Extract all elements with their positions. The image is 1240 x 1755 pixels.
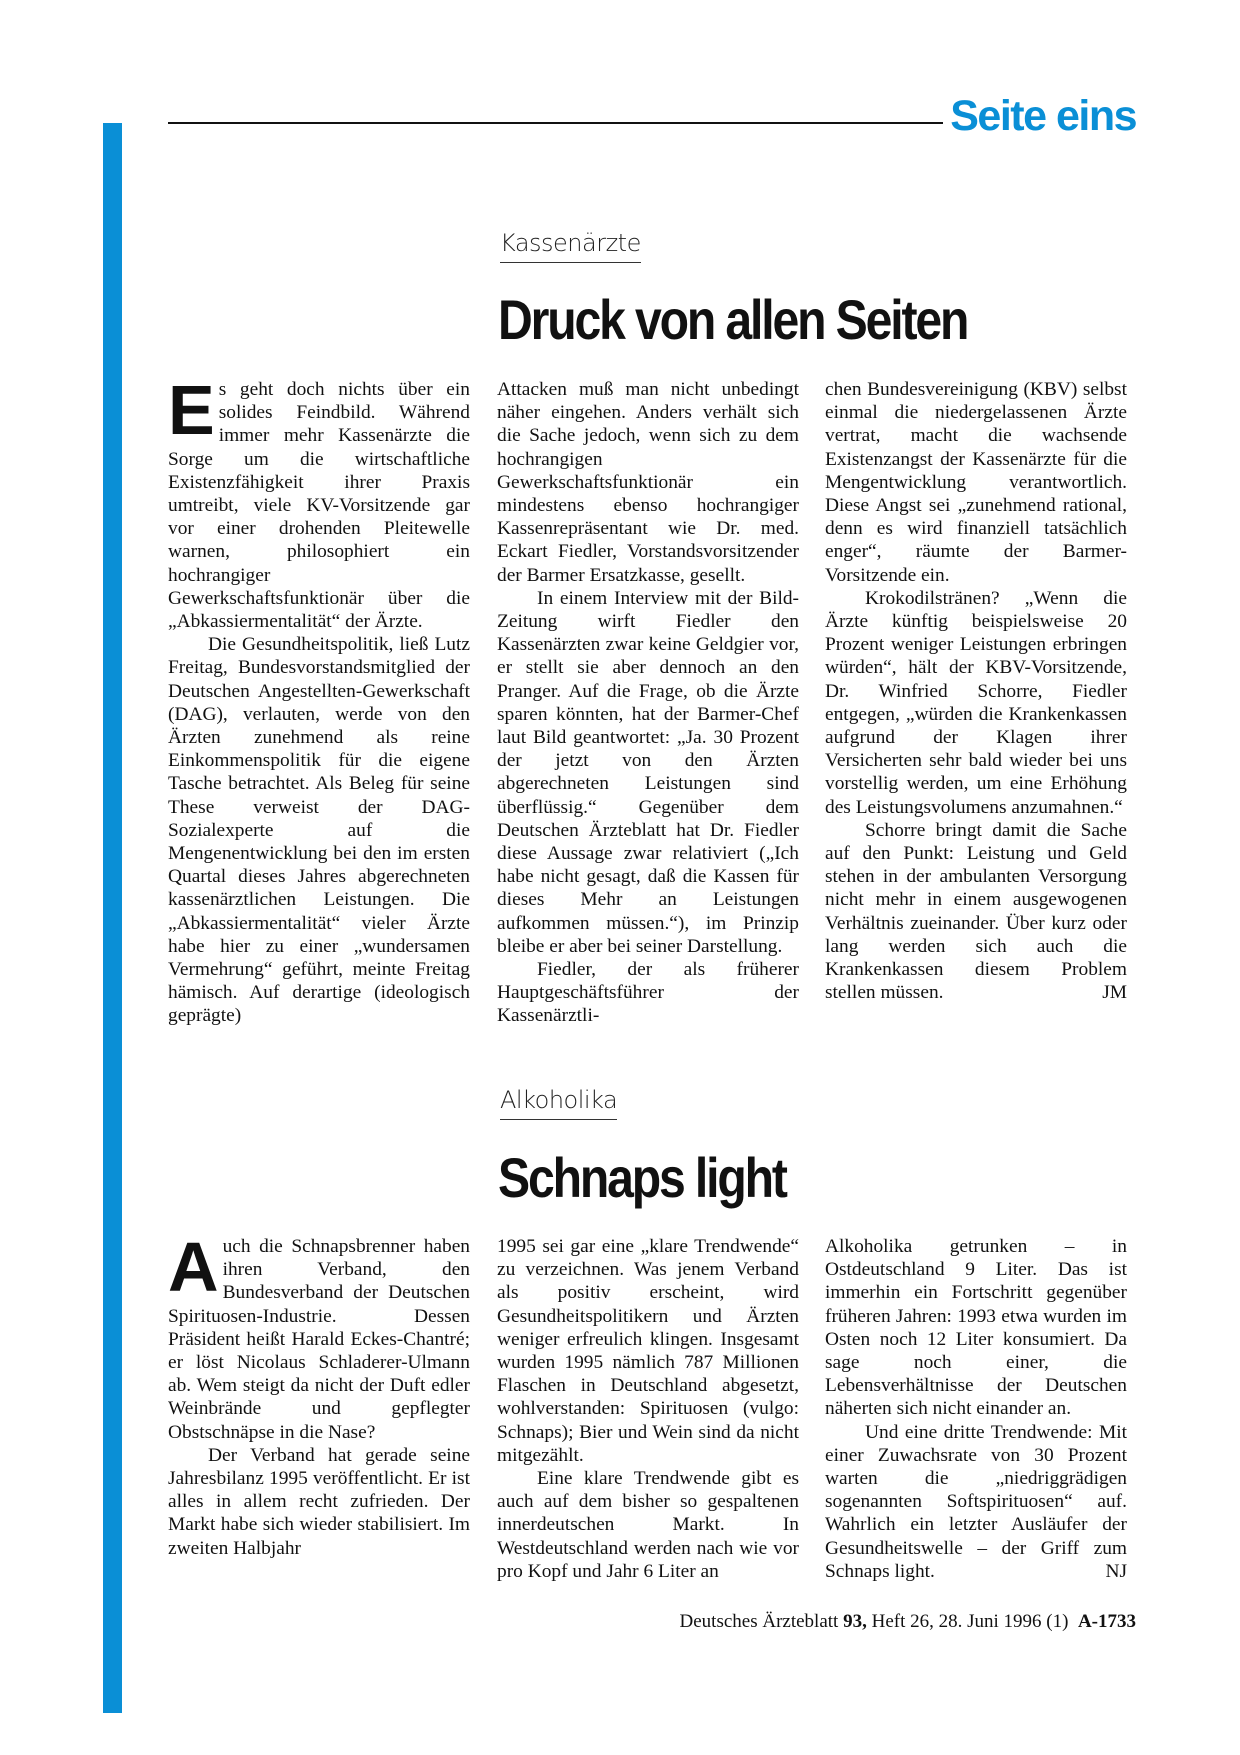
article-kicker: Alkoholika: [500, 1087, 617, 1120]
paragraph: Schorre bringt damit die Sache auf den Punkt: Leistung und Geld stehen in der ambulanten Versorgung nicht mehr in einem ausgewogenen Verhältnis zueinander. Über kurz oder lang werden sich auch die Krankenkassen diesem Problem stellen müssen. JM: [825, 819, 1127, 1004]
paragraph: Auch die Schnapsbrenner haben ihren Verband, den Bundesverband der Deutschen Spirituosen-Industrie. Dessen Präsident heißt Harald Eckes-Chantré; er löst Nicolaus Schladerer-Ulmann ab. Wem steigt da nicht der Duft edler Weinbrände und gepflegter Obstschnäpse in die Nase?: [168, 1228, 470, 1443]
paragraph: Eine klare Trendwende gibt es auch auf dem bisher so gespaltenen innerdeutschen Markt. In Westdeutschland werden nach wie vor pro Kopf und Jahr 6 Liter an: [497, 1468, 799, 1582]
paragraph: 1995 sei gar eine „klare Trendwende“ zu verzeichnen. Was jenem Verband als positiv erscheint, wird Gesundheitspolitikern und Ärzten weniger erfreulich klingen. Insgesamt wurden 1995 nämlich 787 Millionen Flaschen in Deutschland abgesetzt, wohlverstanden: Spirituosen (vulgo: Schnaps); Bier und Wein sind da nicht mitgezählt.: [497, 1236, 799, 1466]
article-headline: Druck von allen Seiten: [498, 288, 968, 351]
article-column-2: [497, 378, 799, 1028]
drop-cap: E: [168, 371, 213, 449]
drop-cap: A: [168, 1228, 217, 1306]
journal-name: Deutsches Ärzteblatt: [679, 1611, 839, 1632]
article-column-1: [168, 1228, 470, 1560]
header-rule: [168, 122, 943, 124]
paragraph: Der Verband hat gerade seine Jahresbilanz 1995 veröffentlicht. Er ist alles in allem recht zufrieden. Der Markt habe sich wieder stabilisiert. Im zweiten Halbjahr: [168, 1444, 470, 1559]
article-column-3: [825, 1235, 1127, 1583]
paragraph: Krokodilstränen? „Wenn die Ärzte künftig beispielsweise 20 Prozent weniger Leistungen erbringen würden“, hält der KBV-Vorsitzende, Dr. Winfried Schorre, Fiedler entgegen, „würden die Krankenkassen aufgrund der Klagen ihrer Versicherten sehr bald wieder bei uns vorstellig werden, um eine Erhöhung des Leistungsvolumens anzumahnen.“: [825, 587, 1127, 818]
paragraph: Fiedler, der als früherer Hauptgeschäftsführer der Kassenärztli-: [497, 959, 799, 1027]
page-footer: [680, 1611, 1136, 1633]
issue-info: Heft 26, 28. Juni 1996 (1): [871, 1611, 1069, 1632]
article-kicker: Kassenärzte: [500, 230, 641, 263]
paragraph: Alkoholika getrunken – in Ostdeutschland 9 Liter. Das ist immerhin ein Fortschritt gegenüber früheren Jahren: 1993 etwa wurden im Osten noch 12 Liter konsumiert. Da sage noch einer, die Lebensverhältnisse der Deutschen näherten sich nicht einander an.: [825, 1236, 1127, 1420]
paragraph: Die Gesundheitspolitik, ließ Lutz Freitag, Bundesvorstandsmitglied der Deutschen Angestellten-Gewerkschaft (DAG), verlauten, werde von den Ärzten zunehmend als reine Einkommenspolitik für die eigene Tasche betrachtet. Als Beleg für seine These verweist der DAG-Sozialexperte auf die Mengenentwicklung bei den im ersten Quartal dieses Jahres abgerechneten kassenärztlichen Leistungen. Die „Abkassiermentalität“ vieler Ärzte habe hier zu einer „wundersamen Vermehrung“ geführt, meinte Freitag hämisch. Auf derartige (ideologisch geprägte): [168, 634, 470, 1027]
section-title: Seite eins: [950, 92, 1136, 140]
author-signature: JM: [1102, 982, 1127, 1004]
article-column-1: [168, 371, 470, 1028]
article-column-3: [825, 378, 1127, 1004]
volume-number: 93,: [843, 1611, 867, 1632]
accent-bar: [103, 123, 122, 1713]
paragraph: chen Bundesvereinigung (KBV) selbst einmal die niedergelassenen Ärzte vertrat, macht die wachsende Existenzangst der Kassenärzte für die Mengentwicklung verantwortlich. Diese Angst sei „zunehmend rational, denn es wird finanziell tatsächlich enger“, räumte der Barmer-Vorsitzende ein.: [825, 379, 1127, 586]
paragraph: Attacken muß man nicht unbedingt näher eingehen. Anders verhält sich die Sache jedoch, wenn sich zu dem hochrangigen Gewerkschaftsfunktionär ein mindestens ebenso hochrangiger Kassenrepräsentant wie Dr. med. Eckart Fiedler, Vorstandsvorsitzender der Barmer Ersatzkasse, gesellt.: [497, 379, 799, 586]
article-headline: Schnaps light: [498, 1146, 786, 1209]
paragraph: Es geht doch nichts über ein solides Feindbild. Während immer mehr Kassenärzte die Sorge um die wirtschaftliche Existenzfähigkeit ihrer Praxis umtreibt, viele KV-Vorsitzende gar vor einer drohenden Pleitewelle warnen, philosophiert ein hochrangiger Gewerkschaftsfunktionär über die „Abkassiermentalität“ der Ärzte.: [168, 371, 470, 633]
author-signature: NJ: [1105, 1560, 1127, 1582]
paragraph: In einem Interview mit der Bild-Zeitung wirft Fiedler den Kassenärzten zwar keine Geldgier vor, er stellt sie aber dennoch an den Pranger. Auf die Frage, ob die Ärzte sparen könnten, hat der Barmer-Chef laut Bild geantwortet: „Ja. 30 Prozent der jetzt von den Ärzten abgerechneten Leistungen sind überflüssig.“ Gegenüber dem Deutschen Ärzteblatt hat Dr. Fiedler diese Aussage zwar relativiert („Ich habe nicht gesagt, daß die Kassen für dieses Mehr an Leistungen aufkommen müssen.“), im Prinzip bleibe er aber bei seiner Darstellung.: [497, 587, 799, 957]
paragraph: Und eine dritte Trendwende: Mit einer Zuwachsrate von 30 Prozent warten die „niedriggrädigen sogenannten Softspirituosen“ auf. Wahrlich ein letzter Ausläufer der Gesundheitswelle – der Griff zum Schnaps light. NJ: [825, 1421, 1127, 1582]
page-number: A-1733: [1077, 1611, 1136, 1632]
article-column-2: [497, 1235, 799, 1583]
